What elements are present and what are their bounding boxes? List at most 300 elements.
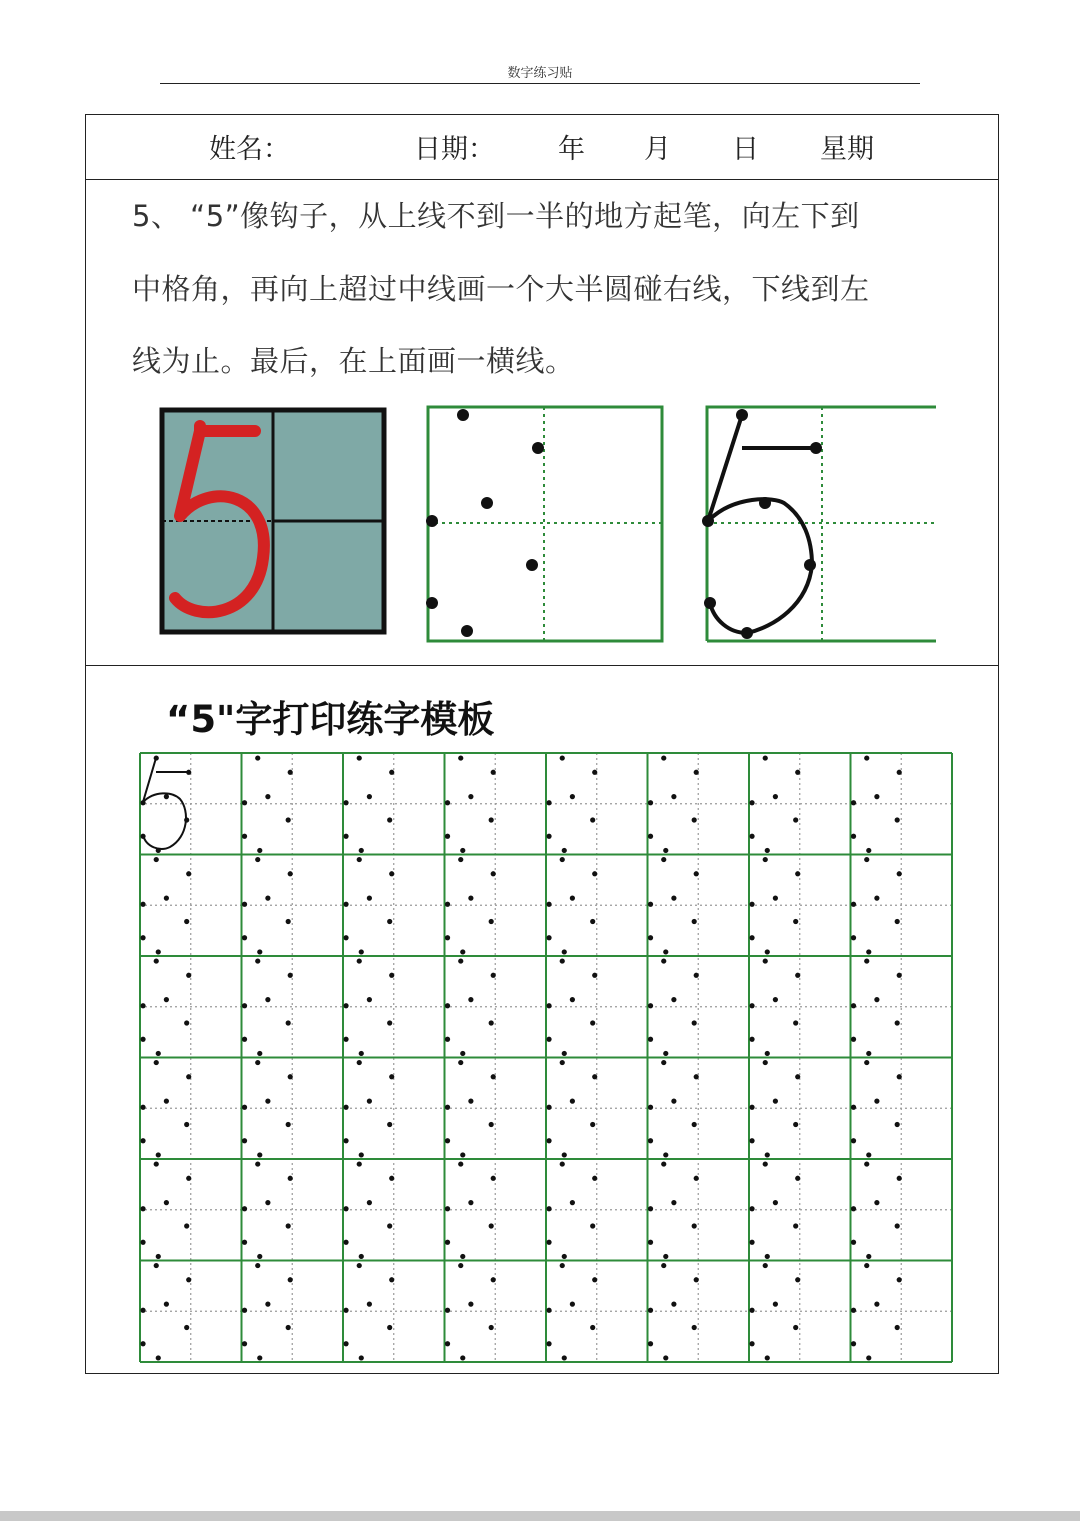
instruction-line-1: 5、 “5”像钩子，从上线不到一半的地方起笔，向左下到	[132, 199, 860, 233]
guide-dot	[265, 896, 270, 901]
guide-dot	[749, 935, 754, 940]
guide-dot	[864, 1263, 869, 1268]
guide-dot	[184, 817, 189, 822]
guide-dot	[140, 834, 145, 839]
guide-dot	[546, 1105, 551, 1110]
guide-dot	[460, 1051, 465, 1056]
guide-dot	[793, 1223, 798, 1228]
guide-dot	[648, 1003, 653, 1008]
name-label: 姓名：	[209, 134, 290, 165]
guide-dot	[546, 935, 551, 940]
guide-dot	[866, 1152, 871, 1157]
guide-dot	[546, 1240, 551, 1245]
guide-dot	[895, 1325, 900, 1330]
guide-dot	[343, 1308, 348, 1313]
guide-dot	[851, 1240, 856, 1245]
guide-dot	[694, 1074, 699, 1079]
guide-dot	[491, 1277, 496, 1282]
guide-dot	[458, 1263, 463, 1268]
guide-dot	[445, 1341, 450, 1346]
guide-dot	[242, 1037, 247, 1042]
guide-dot	[242, 1003, 247, 1008]
guide-dot	[343, 1240, 348, 1245]
guide-dot	[795, 1277, 800, 1282]
guide-dot	[661, 1060, 666, 1065]
guide-dot	[864, 958, 869, 963]
guide-dot	[773, 896, 778, 901]
template-title: “5"字打印练字模板	[166, 698, 495, 741]
guide-dot	[343, 1138, 348, 1143]
guide-dot	[592, 1176, 597, 1181]
guide-dot	[489, 1223, 494, 1228]
guide-dot	[367, 1099, 372, 1104]
guide-dot	[389, 1074, 394, 1079]
guide-dot	[663, 949, 668, 954]
example-filled-digit	[160, 408, 390, 640]
guide-dot	[795, 1074, 800, 1079]
guide-dot	[546, 834, 551, 839]
guide-dot	[140, 1206, 145, 1211]
guide-dot	[140, 1308, 145, 1313]
guide-dot	[460, 949, 465, 954]
guide-dot	[255, 857, 260, 862]
guide-dot	[671, 1302, 676, 1307]
guide-dot	[445, 1105, 450, 1110]
guide-dot	[140, 902, 145, 907]
guide-dot	[763, 1060, 768, 1065]
guide-dot	[164, 794, 169, 799]
guide-dot	[648, 1138, 653, 1143]
guide-dot	[257, 1355, 262, 1360]
guide-dot	[648, 1105, 653, 1110]
guide-dot	[663, 1355, 668, 1360]
guide-dot	[286, 1223, 291, 1228]
guide-dot	[468, 1099, 473, 1104]
weekday-label: 星期	[820, 134, 874, 165]
guide-dot	[866, 1355, 871, 1360]
guide-dot	[895, 1020, 900, 1025]
guide-dot	[257, 949, 262, 954]
guide-dot	[795, 1176, 800, 1181]
guide-dot	[186, 1277, 191, 1282]
guide-dot	[773, 794, 778, 799]
guide-dot	[491, 770, 496, 775]
guide-dot	[359, 1152, 364, 1157]
guide-dot	[851, 800, 856, 805]
guide-dot	[468, 794, 473, 799]
guide-dot	[851, 902, 856, 907]
guide-dot	[343, 1037, 348, 1042]
guide-dot	[257, 848, 262, 853]
guide-dot	[255, 958, 260, 963]
guide-dot	[749, 1341, 754, 1346]
guide-dot	[897, 770, 902, 775]
guide-dot	[560, 1263, 565, 1268]
guide-dot	[286, 1020, 291, 1025]
guide-dot	[387, 1122, 392, 1127]
guide-dot	[795, 871, 800, 876]
guide-dot	[255, 755, 260, 760]
guide-dot	[749, 902, 754, 907]
guide-dot	[242, 935, 247, 940]
guide-dot	[389, 973, 394, 978]
guide-dot	[874, 997, 879, 1002]
guide-dot	[851, 1308, 856, 1313]
guide-dot	[749, 1037, 754, 1042]
guide-dot	[692, 817, 697, 822]
guide-dot	[560, 958, 565, 963]
guide-dot	[874, 896, 879, 901]
guide-dot	[546, 800, 551, 805]
instruction-section	[86, 180, 998, 666]
guide-dot	[570, 1200, 575, 1205]
guide-dot	[367, 794, 372, 799]
guide-dot	[242, 800, 247, 805]
guide-dot	[648, 1240, 653, 1245]
date-label: 日期：	[414, 134, 495, 165]
guide-dot	[184, 919, 189, 924]
guide-dot	[389, 1277, 394, 1282]
guide-dot	[460, 848, 465, 853]
guide-dot	[560, 1161, 565, 1166]
guide-dot	[255, 1161, 260, 1166]
guide-dot	[570, 997, 575, 1002]
guide-dot	[265, 794, 270, 799]
guide-dot	[164, 1302, 169, 1307]
guide-dot	[458, 958, 463, 963]
guide-dot	[186, 1176, 191, 1181]
example-dot-guide	[426, 405, 666, 645]
guide-dot	[763, 1161, 768, 1166]
guide-dot	[560, 755, 565, 760]
guide-dot	[491, 1176, 496, 1181]
guide-dot	[357, 857, 362, 862]
guide-dot	[489, 1020, 494, 1025]
guide-dot	[560, 1060, 565, 1065]
guide-dot	[765, 1152, 770, 1157]
guide-dot	[445, 1138, 450, 1143]
guide-dot	[590, 1223, 595, 1228]
guide-dot	[864, 755, 869, 760]
guide-dot	[164, 997, 169, 1002]
guide-dot	[468, 1200, 473, 1205]
guide-dot	[357, 1060, 362, 1065]
guide-dot	[460, 1152, 465, 1157]
guide-dot	[357, 1263, 362, 1268]
guide-dot	[140, 800, 145, 805]
guide-dot	[242, 1206, 247, 1211]
guide-dot	[692, 1020, 697, 1025]
guide-dot	[156, 1254, 161, 1259]
guide-dot	[897, 871, 902, 876]
guide-dot	[851, 1105, 856, 1110]
guide-dot	[255, 1263, 260, 1268]
guide-dot	[265, 1099, 270, 1104]
guide-dot	[286, 1122, 291, 1127]
guide-dot	[851, 935, 856, 940]
guide-dot	[359, 1051, 364, 1056]
guide-dot	[895, 1223, 900, 1228]
guide-dot	[560, 857, 565, 862]
guide-dot	[749, 834, 754, 839]
guide-dot	[749, 1240, 754, 1245]
guide-dot	[897, 1074, 902, 1079]
guide-dot	[387, 1020, 392, 1025]
guide-dot	[288, 1074, 293, 1079]
guide-dot	[242, 1240, 247, 1245]
guide-dot	[387, 1223, 392, 1228]
guide-dot	[671, 896, 676, 901]
guide-dot	[186, 871, 191, 876]
example-stroke-guide	[704, 405, 939, 645]
guide-dot	[357, 755, 362, 760]
guide-dot	[458, 1161, 463, 1166]
guide-dot	[590, 1325, 595, 1330]
guide-dot	[265, 1302, 270, 1307]
guide-dot	[154, 755, 159, 760]
guide-dot	[242, 1138, 247, 1143]
guide-dot	[795, 770, 800, 775]
guide-dot	[489, 919, 494, 924]
guide-dot	[359, 1355, 364, 1360]
guide-dot	[562, 1152, 567, 1157]
day-label: 日	[732, 134, 759, 165]
guide-dot	[874, 1099, 879, 1104]
guide-dot	[164, 896, 169, 901]
guide-dot	[265, 1200, 270, 1205]
guide-dot	[648, 1037, 653, 1042]
guide-dot	[694, 1176, 699, 1181]
guide-dot	[445, 935, 450, 940]
guide-dot	[154, 857, 159, 862]
guide-dot	[874, 1302, 879, 1307]
guide-dot	[570, 1099, 575, 1104]
guide-dot	[749, 800, 754, 805]
guide-dot	[763, 857, 768, 862]
guide-dot	[592, 871, 597, 876]
guide-dot	[367, 1200, 372, 1205]
guide-dot	[445, 1240, 450, 1245]
guide-dot	[288, 973, 293, 978]
guide-dot	[851, 1003, 856, 1008]
guide-dot	[773, 997, 778, 1002]
guide-dot	[851, 834, 856, 839]
guide-dot	[562, 1254, 567, 1259]
guide-dot	[367, 1302, 372, 1307]
guide-dot	[154, 958, 159, 963]
guide-dot	[154, 1060, 159, 1065]
guide-dot	[895, 1122, 900, 1127]
guide-dot	[357, 958, 362, 963]
guide-dot	[897, 973, 902, 978]
guide-dot	[773, 1200, 778, 1205]
guide-dot	[367, 997, 372, 1002]
guide-dot	[590, 919, 595, 924]
guide-dot	[671, 1099, 676, 1104]
guide-dot	[140, 1105, 145, 1110]
guide-dot	[648, 1341, 653, 1346]
guide-dot	[570, 1302, 575, 1307]
guide-dot	[773, 1099, 778, 1104]
guide-dot	[491, 973, 496, 978]
guide-dot	[546, 1308, 551, 1313]
guide-dot	[288, 871, 293, 876]
guide-dot	[661, 1263, 666, 1268]
guide-dot	[445, 1206, 450, 1211]
guide-dot	[795, 973, 800, 978]
guide-dot	[343, 834, 348, 839]
guide-dot	[694, 770, 699, 775]
guide-dot	[154, 1263, 159, 1268]
guide-dot	[140, 1003, 145, 1008]
guide-dot	[671, 794, 676, 799]
guide-dot	[186, 770, 191, 775]
guide-dot	[491, 871, 496, 876]
guide-dot	[257, 1051, 262, 1056]
guide-dot	[694, 1277, 699, 1282]
guide-dot	[592, 1277, 597, 1282]
guide-dot	[793, 1325, 798, 1330]
guide-dot	[749, 1105, 754, 1110]
guide-dot	[242, 1341, 247, 1346]
guide-dot	[864, 1060, 869, 1065]
guide-dot	[343, 1206, 348, 1211]
guide-dot	[661, 857, 666, 862]
guide-dot	[164, 1099, 169, 1104]
guide-dot	[866, 1254, 871, 1259]
guide-dot	[156, 1051, 161, 1056]
guide-dot	[648, 834, 653, 839]
guide-dot	[357, 1161, 362, 1166]
guide-dot	[445, 834, 450, 839]
guide-dot	[763, 1263, 768, 1268]
guide-dot	[489, 1325, 494, 1330]
guide-dot	[562, 1355, 567, 1360]
guide-dot	[590, 817, 595, 822]
guide-dot	[749, 1003, 754, 1008]
guide-dot	[661, 1161, 666, 1166]
guide-dot	[648, 902, 653, 907]
guide-dot	[343, 1105, 348, 1110]
guide-dot	[489, 1122, 494, 1127]
guide-dot	[546, 1003, 551, 1008]
guide-dot	[288, 1277, 293, 1282]
guide-dot	[546, 1341, 551, 1346]
month-label: 月	[644, 134, 671, 165]
guide-dot	[546, 902, 551, 907]
guide-dot	[460, 1355, 465, 1360]
guide-dot	[749, 1308, 754, 1313]
guide-dot	[265, 997, 270, 1002]
bottom-bar	[0, 1511, 1080, 1521]
guide-dot	[242, 902, 247, 907]
guide-dot	[140, 935, 145, 940]
guide-dot	[671, 1200, 676, 1205]
guide-dot	[468, 1302, 473, 1307]
guide-dot	[286, 919, 291, 924]
guide-dot	[288, 770, 293, 775]
guide-dot	[489, 817, 494, 822]
guide-dot	[359, 848, 364, 853]
guide-dot	[343, 1003, 348, 1008]
guide-dot	[648, 1206, 653, 1211]
guide-dot	[154, 1161, 159, 1166]
guide-dot	[692, 1223, 697, 1228]
guide-dot	[851, 1138, 856, 1143]
guide-dot	[864, 1161, 869, 1166]
guide-dot	[694, 871, 699, 876]
guide-dot	[694, 973, 699, 978]
guide-dot	[648, 1308, 653, 1313]
guide-dot	[866, 1051, 871, 1056]
guide-dot	[763, 755, 768, 760]
guide-dot	[590, 1020, 595, 1025]
guide-dot	[468, 997, 473, 1002]
guide-dot	[661, 755, 666, 760]
guide-dot	[663, 848, 668, 853]
guide-dot	[286, 1325, 291, 1330]
guide-dot	[156, 949, 161, 954]
guide-dot	[288, 1176, 293, 1181]
guide-dot	[140, 1341, 145, 1346]
guide-dot	[895, 817, 900, 822]
guide-dot	[387, 1325, 392, 1330]
instruction-line-2: 中格角，再向上超过中线画一个大半圆碰右线，下线到左	[132, 272, 870, 306]
guide-dot	[242, 834, 247, 839]
guide-dot	[749, 1206, 754, 1211]
guide-dot	[186, 973, 191, 978]
guide-dot	[851, 1206, 856, 1211]
guide-dot	[343, 902, 348, 907]
guide-dot	[445, 1308, 450, 1313]
guide-dot	[140, 1138, 145, 1143]
guide-dot	[255, 1060, 260, 1065]
guide-dot	[895, 919, 900, 924]
guide-dot	[387, 817, 392, 822]
guide-dot	[592, 973, 597, 978]
guide-dot	[874, 794, 879, 799]
guide-dot	[897, 1277, 902, 1282]
guide-dot	[590, 1122, 595, 1127]
guide-dot	[389, 871, 394, 876]
practice-grid	[138, 751, 953, 1363]
guide-dot	[242, 1105, 247, 1110]
guide-dot	[749, 1138, 754, 1143]
guide-dot	[184, 1020, 189, 1025]
guide-dot	[851, 1341, 856, 1346]
guide-dot	[186, 1074, 191, 1079]
guide-dot	[592, 1074, 597, 1079]
guide-dot	[793, 1020, 798, 1025]
guide-dot	[184, 1223, 189, 1228]
guide-dot	[468, 896, 473, 901]
guide-dot	[648, 800, 653, 805]
guide-dot	[671, 997, 676, 1002]
guide-dot	[458, 755, 463, 760]
guide-dot	[562, 1051, 567, 1056]
guide-dot	[763, 958, 768, 963]
guide-dot	[663, 1051, 668, 1056]
guide-dot	[389, 770, 394, 775]
guide-dot	[546, 1138, 551, 1143]
guide-dot	[460, 1254, 465, 1259]
guide-dot	[184, 1325, 189, 1330]
guide-dot	[389, 1176, 394, 1181]
guide-dot	[765, 1051, 770, 1056]
guide-dot	[866, 848, 871, 853]
guide-dot	[458, 1060, 463, 1065]
guide-dot	[343, 1341, 348, 1346]
